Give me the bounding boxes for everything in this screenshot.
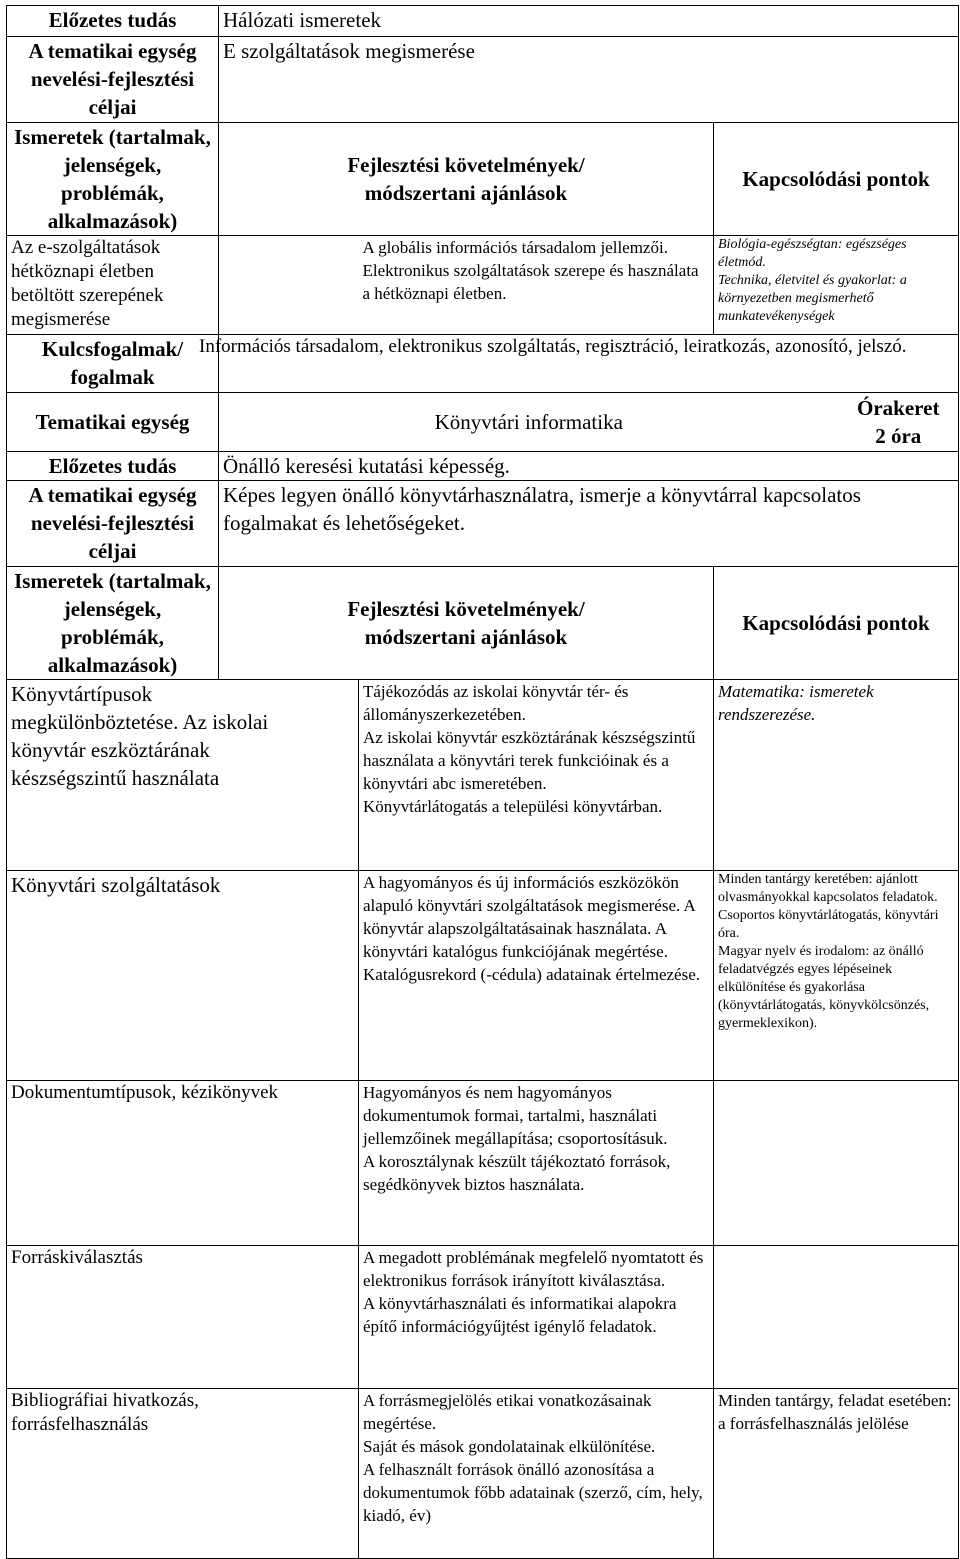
development-column-header: Fejlesztési követelmények/ módszertani ajánlások — [219, 567, 714, 680]
unit-goals-value: E szolgáltatások megismerése — [219, 37, 959, 123]
development-cell: Hagyományos és nem hagyományos dokumentumok formai, tartalmi, használati jellemzőinek megállapítása; csoportosításuk. A korosztálynak készült tájékoztató források, segédkönyvek biztos használata. — [359, 1081, 714, 1246]
knowledge-cell: Dokumentumtípusok, kézikönyvek — [7, 1081, 359, 1246]
links-cell — [714, 1081, 959, 1246]
development-cell: A forrásmegjelölés etikai vonatkozásainak megértése. Saját és mások gondolatainak elkülönítése. A felhasznált források önálló azonosítása a dokumentumok főbb adatainak (szerző, cím, hely, kiadó, év) — [359, 1389, 714, 1559]
knowledge-column-header: Ismeretek (tartalmak, jelenségek, problémák, alkalmazások) — [7, 567, 219, 680]
keywords-label: Kulcsfogalmak/ fogalmak — [7, 335, 219, 393]
knowledge-cell: Könyvtári szolgáltatások — [7, 871, 359, 1081]
prior-knowledge-value: Hálózati ismeretek — [219, 6, 959, 37]
links-cell: Minden tantárgy keretében: ajánlott olvasmányokkal kapcsolatos feladatok. Csoportos könyvtárlátogatás, könyvtári óra. Magyar nyelv és irodalom: az önálló feladatvégzés egyes lépéseinek elkülönítése és gyakorlása (könyvtárlátogatás, könyvkölcsönzés, gyermeklexikon). — [714, 871, 959, 1081]
knowledge-cell: Forráskiválasztás — [7, 1246, 359, 1389]
links-cell: Biológia-egészségtan: egészséges életmód. Technika, életvitel és gyakorlat: a környezetben megismerhető munkatevékenységek — [714, 236, 959, 335]
keywords-value: Információs társadalom, elektronikus szolgáltatás, regisztráció, leiratkozás, azonosító, jelszó. — [219, 335, 959, 393]
knowledge-cell: Az e-szolgáltatások hétköznapi életben betöltött szerepének megismerése — [7, 236, 219, 335]
links-cell — [714, 1246, 959, 1389]
empty-cell — [219, 236, 359, 335]
knowledge-cell: Könyvtártípusok megkülönböztetése. Az iskolai könyvtár eszköztárának készségszintű használata — [7, 680, 359, 871]
development-column-header: Fejlesztési követelmények/ módszertani ajánlások — [219, 123, 714, 236]
knowledge-cell: Bibliográfiai hivatkozás, forrásfelhasználás — [7, 1389, 359, 1559]
development-cell: A hagyományos és új információs eszközökön alapuló könyvtári szolgáltatások megismerése. A könyvtár alapszolgáltatásainak használata. A könyvtári katalógus funkciójának megértése. Katalógusrekord (-cédula) adatainak értelmezése. — [359, 871, 714, 1081]
unit-goals-label: A tematikai egység nevelési-fejlesztési céljai — [7, 37, 219, 123]
links-cell: Minden tantárgy, feladat esetében: a forrásfelhasználás jelölése — [714, 1389, 959, 1559]
development-cell: A megadott problémának megfelelő nyomtatott és elektronikus források irányított kiválasztása. A könyvtárhasználati és informatikai alapokra építő információgyűjtést igénylő feladatok. — [359, 1246, 714, 1389]
table-e-services — [6, 5, 959, 393]
unit-label: Tematikai egység — [7, 393, 219, 452]
table-library-informatics — [6, 392, 959, 1559]
prior-knowledge-value: Önálló keresési kutatási képesség. — [219, 452, 959, 481]
links-column-header: Kapcsolódási pontok — [714, 567, 959, 680]
development-cell: A globális információs társadalom jellemzői. Elektronikus szolgáltatások szerepe és használata a hétköznapi életben. — [359, 236, 714, 335]
prior-knowledge-label: Előzetes tudás — [7, 452, 219, 481]
hours-box: Órakeret 2 óra — [839, 393, 959, 452]
links-cell: Matematika: ismeretek rendszerezése. — [714, 680, 959, 871]
development-cell: Tájékozódás az iskolai könyvtár tér- és állományszerkezetében. Az iskolai könyvtár eszköztárának készségszintű használata a könyvtári terek funkcióinak és a könyvtári abc ismeretében. Könyvtárlátogatás a települési könyvtárban. — [359, 680, 714, 871]
unit-value: Könyvtári informatika — [219, 393, 839, 452]
prior-knowledge-label: Előzetes tudás — [7, 6, 219, 37]
unit-goals-label: A tematikai egység nevelési-fejlesztési céljai — [7, 481, 219, 567]
links-column-header: Kapcsolódási pontok — [714, 123, 959, 236]
unit-goals-value: Képes legyen önálló könyvtárhasználatra, ismerje a könyvtárral kapcsolatos fogalmakat és lehetőségeket. — [219, 481, 959, 567]
knowledge-column-header: Ismeretek (tartalmak, jelenségek, problémák, alkalmazások) — [7, 123, 219, 236]
